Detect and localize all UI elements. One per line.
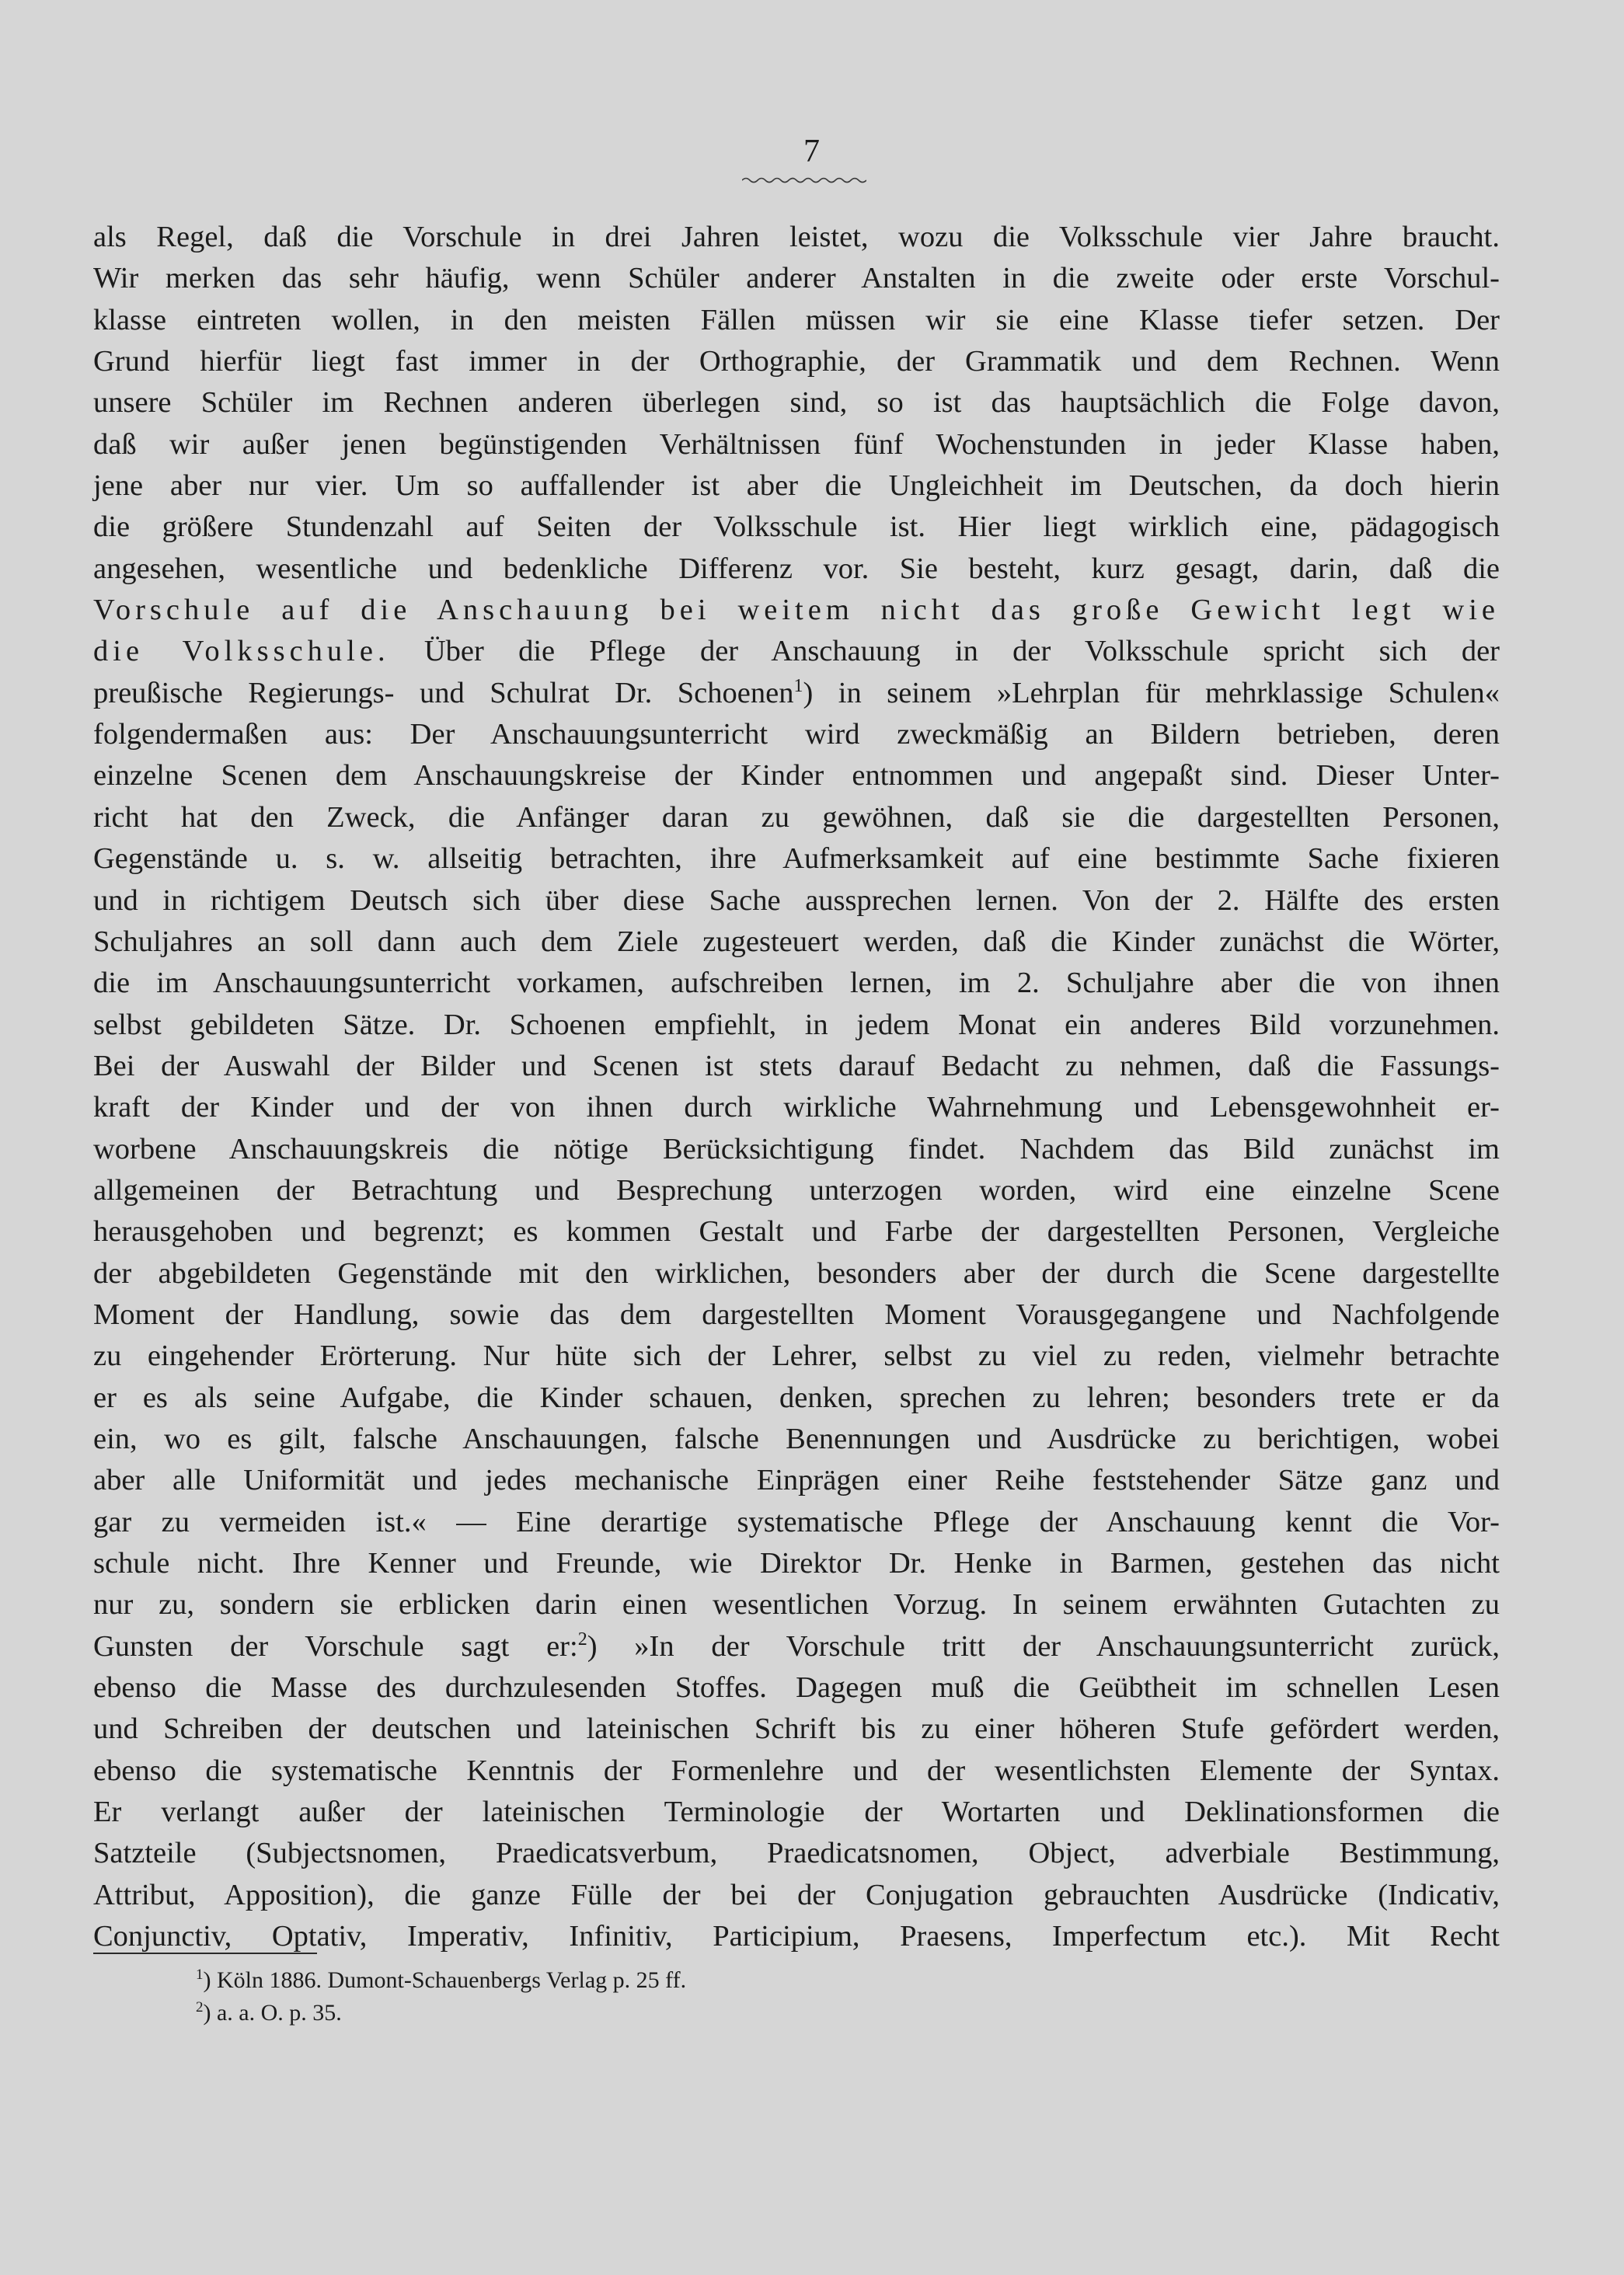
text-line: zu eingehender Erörterung. Nur hüte sich der Lehrer, selbst zu viel zu reden, vielmehr betrachte (93, 1340, 1500, 1373)
text-span: Gunsten der Vorschule sagt er: (93, 1629, 578, 1663)
text-span: ) in seinem »Lehrplan für mehrklassige Schulen« (803, 676, 1500, 709)
page-number-ornament (742, 176, 866, 183)
text-line: die größere Stundenzahl auf Seiten der Volksschule ist. Hier liegt wirklich eine, pädagogisch (93, 510, 1500, 544)
text-line: nur zu, sondern sie erblicken darin einen wesentlichen Vorzug. In seinem erwähnten Gutachten zu (93, 1588, 1500, 1622)
footnote-1 (196, 1964, 1284, 1997)
text-line: ein, wo es gilt, falsche Anschauungen, falsche Benennungen und Ausdrücke zu berichtigen, wobei (93, 1422, 1500, 1455)
text-line: Satzteile (Subjectsnomen, Praedicatsverbum, Praedicatsnomen, Object, adverbiale Bestimmung, (93, 1837, 1500, 1870)
text-line: als Regel, daß die Vorschule in drei Jahren leistet, wozu die Volksschule vier Jahre braucht. (93, 221, 1500, 253)
text-line: die im Anschauungsunterricht vorkamen, aufschreiben lernen, im 2. Schuljahre aber die von ihnen (93, 967, 1500, 1000)
text-line: daß wir außer jenen begünstigenden Verhältnissen fünf Wochenstunden in jeder Klasse haben, (93, 427, 1500, 461)
text-line: Conjunctiv, Optativ, Imperativ, Infinitiv, Participium, Praesens, Imperfectum etc.). Mit Recht (93, 1920, 1500, 1953)
text-line: Grund hierfür liegt fast immer in der Orthographie, der Grammatik und dem Rechnen. Wenn (93, 345, 1500, 378)
text-line: Gegenstände u. s. w. allseitig betrachten, ihre Aufmerksamkeit auf eine bestimmte Sache fixieren (93, 842, 1500, 876)
text-line: folgendermaßen aus: Der Anschauungsunterricht wird zweckmäßig an Bildern betrieben, deren (93, 718, 1500, 751)
footnote-reference-2: 2 (577, 1629, 587, 1650)
text-line: angesehen, wesentliche und bedenkliche Differenz vor. Sie besteht, kurz gesagt, darin, daß die (93, 552, 1500, 585)
text-line: worbene Anschauungskreis die nötige Berücksichtigung findet. Nachdem das Bild zunächst im (93, 1132, 1500, 1165)
footnote-number: 2 (196, 1999, 204, 2015)
text-line: und in richtigem Deutsch sich über diese Sache aussprechen lernen. Von der 2. Hälfte des ersten (93, 883, 1500, 917)
text-line (93, 631, 1500, 672)
footnote-text: ) Köln 1886. Dumont-Schauenbergs Verlag p. 25 ff. (203, 1967, 687, 1993)
footnotes (196, 1964, 1284, 2029)
text-line: Er verlangt außer der lateinischen Terminologie der Wortarten und Deklinationsformen die (93, 1796, 1500, 1829)
text-line: und Schreiben der deutschen und lateinischen Schrift bis zu einer höheren Stufe gefördert werden, (93, 1712, 1500, 1746)
text-line: Bei der Auswahl der Bilder und Scenen ist stets darauf Bedacht zu nehmen, daß die Fassungs- (93, 1049, 1500, 1082)
text-line: schule nicht. Ihre Kenner und Freunde, wie Direktor Dr. Henke in Barmen, gestehen das nicht (93, 1547, 1500, 1580)
emphasized-text-line: Vorschule auf die Anschauung bei weitem nicht das große Gewicht legt wie (93, 594, 1500, 627)
text-span: Über die Pflege der Anschauung in der Volksschule spricht sich der (423, 635, 1500, 668)
text-line: aber alle Uniformität und jedes mechanische Einprägen einer Reihe feststehender Sätze ganz und (93, 1464, 1500, 1497)
text-line: Attribut, Apposition), die ganze Fülle der bei der Conjugation gebrauchten Ausdrücke (Indicativ, (93, 1878, 1500, 1911)
footnote-reference-1: 1 (793, 675, 803, 696)
text-line: Schuljahres an soll dann auch dem Ziele zugesteuert werden, daß die Kinder zunächst die Wörter, (93, 925, 1500, 958)
text-line: ebenso die systematische Kenntnis der Formenlehre und der wesentlichsten Elemente der Syntax. (93, 1754, 1500, 1787)
emphasized-text: die Volksschule. (93, 635, 390, 668)
footnote-number: 1 (196, 1967, 204, 1983)
text-line: der abgebildeten Gegenstände mit den wirklichen, besonders aber der durch die Scene dargestellte (93, 1256, 1500, 1290)
text-line: jene aber nur vier. Um so auffallender ist aber die Ungleichheit im Deutschen, da doch hierin (93, 469, 1500, 503)
text-span: ) »In der Vorschule tritt der Anschauungsunterricht zurück, (587, 1629, 1500, 1663)
text-line: allgemeinen der Betrachtung und Besprechung unterzogen worden, wird eine einzelne Scene (93, 1173, 1500, 1207)
text-line (93, 673, 1500, 714)
text-span: preußische Regierungs- und Schulrat Dr. Schoenen (93, 676, 794, 709)
text-line: Moment der Handlung, sowie das dem dargestellten Moment Vorausgegangene und Nachfolgende (93, 1298, 1500, 1331)
footnote-divider (93, 1953, 317, 1954)
text-line: selbst gebildeten Sätze. Dr. Schoenen empfiehlt, in jedem Monat ein anderes Bild vorzunehmen. (93, 1008, 1500, 1041)
text-line (93, 1626, 1500, 1667)
footnote-text: ) a. a. O. p. 35. (203, 2000, 342, 2026)
text-line: Wir merken das sehr häufig, wenn Schüler anderer Anstalten in die zweite oder erste Vorschul- (93, 262, 1500, 295)
text-line: klasse eintreten wollen, in den meisten Fällen müssen wir sie eine Klasse tiefer setzen. Der (93, 303, 1500, 336)
text-line: ebenso die Masse des durchzulesenden Stoffes. Dagegen muß die Geübtheit im schnellen Lesen (93, 1671, 1500, 1705)
text-line: er es als seine Aufgabe, die Kinder schauen, denken, sprechen zu lehren; besonders trete er da (93, 1381, 1500, 1414)
page-number: 7 (803, 134, 821, 169)
text-line: einzelne Scenen dem Anschauungskreise der Kinder entnommen und angepaßt sind. Dieser Unter- (93, 759, 1500, 793)
footnote-2 (196, 1997, 1284, 2029)
text-line: gar zu vermeiden ist.« — Eine derartige systematische Pflege der Anschauung kennt die Vor- (93, 1505, 1500, 1538)
main-text-column (93, 217, 1500, 1957)
text-line: richt hat den Zweck, die Anfänger daran zu gewöhnen, daß sie die dargestellten Personen, (93, 800, 1500, 834)
text-line: kraft der Kinder und der von ihnen durch wirkliche Wahrnehmung und Lebensgewohnheit er- (93, 1091, 1500, 1124)
text-line: herausgehoben und begrenzt; es kommen Gestalt und Farbe der dargestellten Personen, Vergleiche (93, 1215, 1500, 1249)
text-line: unsere Schüler im Rechnen anderen überlegen sind, so ist das hauptsächlich die Folge davon, (93, 386, 1500, 420)
